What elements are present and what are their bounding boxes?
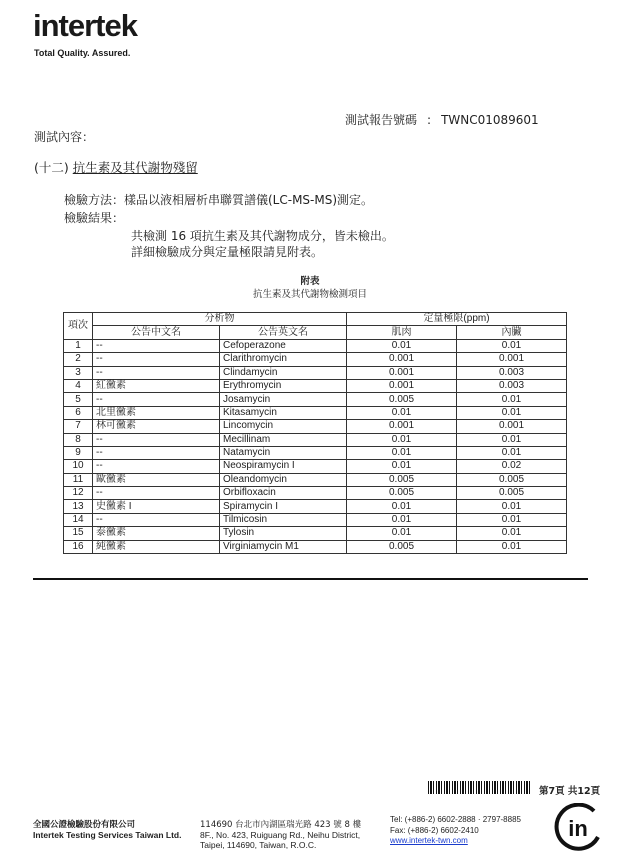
logo-tagline: Total Quality. Assured. [34, 48, 131, 58]
address-en-line2: Taipei, 114690, Taiwan, R.O.C. [200, 840, 317, 850]
table-row [64, 433, 567, 446]
header-cn-name: 公告中文名 [93, 326, 220, 339]
result-reference-line: 詳細檢驗成分與定量極限請見附表。 [131, 245, 324, 259]
cell-organ-loq: 0.01 [457, 500, 567, 513]
cell-cn-name: 史黴素 I [93, 500, 220, 513]
cell-en-name: Clarithromycin [220, 353, 347, 366]
cell-muscle-loq: 0.005 [347, 393, 457, 406]
cell-en-name: Orbifloxacin [220, 487, 347, 500]
badge-text: in [568, 816, 588, 841]
table-row [64, 393, 567, 406]
cell-organ-loq: 0.01 [457, 433, 567, 446]
company-name-en: Intertek Testing Services Taiwan Ltd. [33, 830, 182, 840]
cell-item-no: 8 [64, 433, 93, 446]
table-row [64, 420, 567, 433]
intertek-logo: intertek [33, 8, 137, 43]
header-organ: 內臟 [457, 326, 567, 339]
cell-organ-loq: 0.005 [457, 487, 567, 500]
test-method-text: 檢驗方法：樣品以液相層析串聯質譜儀(LC-MS-MS)測定。 [64, 193, 374, 207]
section-heading [34, 158, 198, 176]
cell-organ-loq: 0.01 [457, 339, 567, 352]
cell-item-no: 9 [64, 446, 93, 459]
report-number-value: TWNC01089601 [441, 113, 539, 127]
analyte-table [63, 312, 567, 554]
test-contents-label: 測試內容： [34, 130, 95, 144]
cell-muscle-loq: 0.001 [347, 366, 457, 379]
header-muscle: 肌肉 [347, 326, 457, 339]
table-row [64, 406, 567, 419]
cell-en-name: Neospiramycin I [220, 460, 347, 473]
cell-item-no: 12 [64, 487, 93, 500]
cell-cn-name: 林可黴素 [93, 420, 220, 433]
cell-item-no: 1 [64, 339, 93, 352]
cell-cn-name: 純黴素 [93, 540, 220, 553]
cell-en-name: Kitasamycin [220, 406, 347, 419]
cell-item-no: 10 [64, 460, 93, 473]
cell-organ-loq: 0.001 [457, 420, 567, 433]
table-row [64, 473, 567, 486]
cell-muscle-loq: 0.01 [347, 513, 457, 526]
cell-en-name: Josamycin [220, 393, 347, 406]
cell-muscle-loq: 0.001 [347, 379, 457, 392]
page-indicator: 第7頁 共12頁 [539, 786, 601, 797]
cell-organ-loq: 0.02 [457, 460, 567, 473]
section-prefix: (十二) [34, 160, 73, 175]
table-row [64, 446, 567, 459]
cell-muscle-loq: 0.001 [347, 420, 457, 433]
table-row [64, 513, 567, 526]
cell-cn-name: -- [93, 446, 220, 459]
cell-en-name: Erythromycin [220, 379, 347, 392]
cell-organ-loq: 0.01 [457, 513, 567, 526]
cell-cn-name: -- [93, 366, 220, 379]
cell-organ-loq: 0.001 [457, 353, 567, 366]
table-row [64, 487, 567, 500]
cell-muscle-loq: 0.01 [347, 500, 457, 513]
table-row [64, 366, 567, 379]
table-row [64, 339, 567, 352]
cell-muscle-loq: 0.01 [347, 446, 457, 459]
table-row [64, 527, 567, 540]
cell-item-no: 11 [64, 473, 93, 486]
table-row [64, 353, 567, 366]
cell-organ-loq: 0.003 [457, 379, 567, 392]
cell-muscle-loq: 0.01 [347, 460, 457, 473]
cell-en-name: Lincomycin [220, 420, 347, 433]
report-number-separator: : [427, 113, 432, 127]
company-name-cn: 全國公證檢驗股份有限公司 [33, 820, 136, 830]
cell-muscle-loq: 0.001 [347, 353, 457, 366]
cell-en-name: Spiramycin I [220, 500, 347, 513]
fax-number: Fax: (+886-2) 6602-2410 [390, 826, 479, 835]
cell-item-no: 14 [64, 513, 93, 526]
cell-item-no: 4 [64, 379, 93, 392]
cell-organ-loq: 0.01 [457, 540, 567, 553]
header-analyte: 分析物 [93, 313, 347, 326]
cell-cn-name: 紅黴素 [93, 379, 220, 392]
cell-organ-loq: 0.005 [457, 473, 567, 486]
cell-cn-name: 歐黴素 [93, 473, 220, 486]
table-row [64, 379, 567, 392]
cell-en-name: Virginiamycin M1 [220, 540, 347, 553]
header-en-name: 公告英文名 [220, 326, 347, 339]
cell-item-no: 6 [64, 406, 93, 419]
report-number-line [345, 111, 539, 128]
cell-item-no: 3 [64, 366, 93, 379]
cell-cn-name: -- [93, 487, 220, 500]
cell-organ-loq: 0.01 [457, 393, 567, 406]
table-row [64, 500, 567, 513]
cell-cn-name: -- [93, 393, 220, 406]
cell-muscle-loq: 0.01 [347, 406, 457, 419]
cell-organ-loq: 0.01 [457, 446, 567, 459]
cell-cn-name: -- [93, 513, 220, 526]
cell-item-no: 5 [64, 393, 93, 406]
cell-item-no: 13 [64, 500, 93, 513]
cell-item-no: 16 [64, 540, 93, 553]
cell-cn-name: -- [93, 433, 220, 446]
cell-cn-name: 北里黴素 [93, 406, 220, 419]
cell-muscle-loq: 0.005 [347, 473, 457, 486]
cell-muscle-loq: 0.005 [347, 540, 457, 553]
cell-cn-name: 泰黴素 [93, 527, 220, 540]
header-item-no: 項次 [64, 313, 93, 340]
cell-cn-name: -- [93, 460, 220, 473]
test-results-label: 檢驗結果： [64, 211, 125, 225]
table-row [64, 540, 567, 553]
cell-organ-loq: 0.01 [457, 527, 567, 540]
cell-en-name: Tilmicosin [220, 513, 347, 526]
result-summary-line: 共檢測 16 項抗生素及其代謝物成分，皆未檢出。 [131, 229, 394, 243]
intertek-in-badge-icon [552, 803, 604, 855]
cell-item-no: 15 [64, 527, 93, 540]
header-loq: 定量極限(ppm) [347, 313, 567, 326]
section-title: 抗生素及其代謝物殘留 [72, 160, 198, 175]
barcode-image [428, 781, 531, 794]
table-row [64, 460, 567, 473]
cell-en-name: Cefoperazone [220, 339, 347, 352]
appendix-subtitle: 抗生素及其代謝物檢測項目 [252, 289, 367, 300]
cell-en-name: Mecillinam [220, 433, 347, 446]
bottom-divider [33, 578, 588, 580]
table-header-row [64, 313, 567, 326]
address-en-line1: 8F., No. 423, Ruiguang Rd., Neihu District, [200, 830, 361, 840]
cell-muscle-loq: 0.01 [347, 433, 457, 446]
appendix-title: 附表 [300, 276, 320, 287]
cell-en-name: Oleandomycin [220, 473, 347, 486]
phone-number: Tel: (+886-2) 6602-2888 · 2797-8885 [390, 815, 521, 824]
address-cn: 114690 台北市內湖區瑞光路 423 號 8 樓 [200, 820, 362, 830]
cell-en-name: Clindamycin [220, 366, 347, 379]
website-link[interactable]: www.intertek-twn.com [390, 836, 468, 845]
report-number-label: 測試報告號碼 [345, 113, 418, 127]
cell-cn-name: -- [93, 339, 220, 352]
cell-item-no: 2 [64, 353, 93, 366]
table-subheader-row [64, 326, 567, 339]
cell-organ-loq: 0.01 [457, 406, 567, 419]
cell-item-no: 7 [64, 420, 93, 433]
cell-organ-loq: 0.003 [457, 366, 567, 379]
cell-muscle-loq: 0.01 [347, 339, 457, 352]
cell-cn-name: -- [93, 353, 220, 366]
cell-muscle-loq: 0.01 [347, 527, 457, 540]
cell-muscle-loq: 0.005 [347, 487, 457, 500]
cell-en-name: Natamycin [220, 446, 347, 459]
cell-en-name: Tylosin [220, 527, 347, 540]
